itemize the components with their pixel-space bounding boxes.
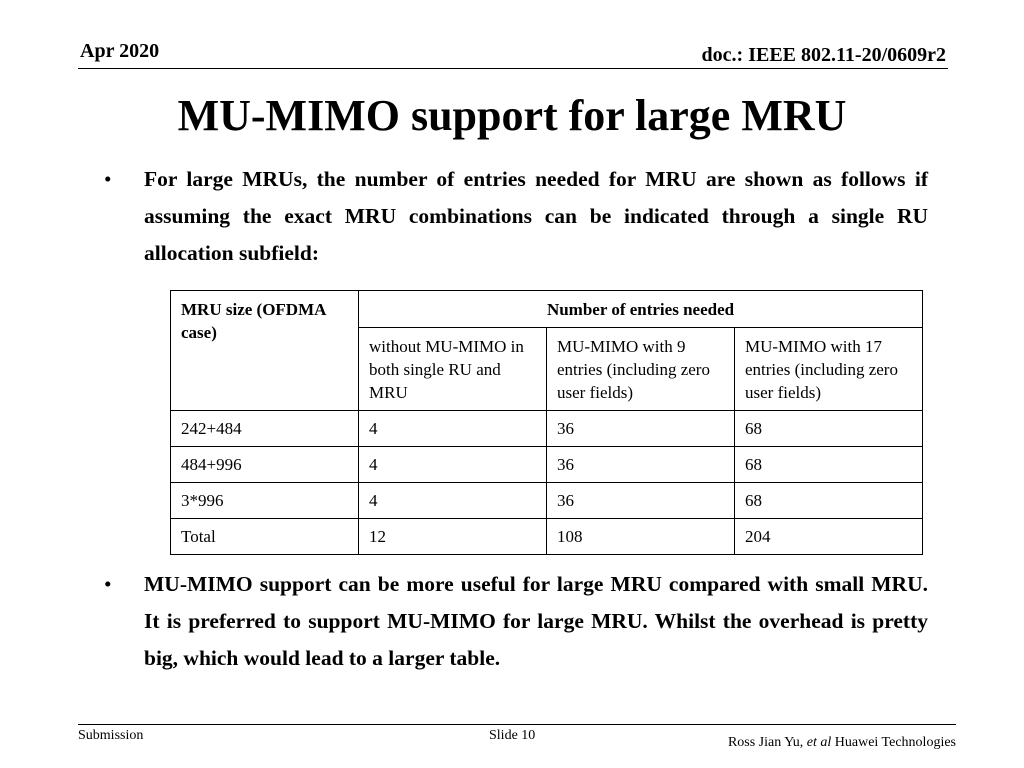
bullet-1 <box>104 161 928 272</box>
table-cell: 36 <box>547 483 735 519</box>
bullet-dot: • <box>104 572 112 596</box>
entries-group-header: Number of entries needed <box>359 291 923 328</box>
header-doc-id: doc.: IEEE 802.11-20/0609r2 <box>701 44 946 66</box>
header-date: Apr 2020 <box>80 40 160 62</box>
column-header: MU-MIMO with 9 entries (including zero user fields) <box>547 328 735 411</box>
author-etal: et al <box>806 735 832 750</box>
author-org: Huawei Technologies <box>834 735 956 750</box>
row-label: 242+484 <box>171 411 359 447</box>
bullet-1-text: For large MRUs, the number of entries needed for MRU are shown as follows if assuming the exact MRU combinations can be indicated through a single RU allocation subfield: <box>144 167 928 265</box>
bullet-dot: • <box>104 167 112 191</box>
table-header-row <box>171 291 923 328</box>
row-label: Total <box>171 519 359 555</box>
table-cell: 36 <box>547 411 735 447</box>
table-cell: 68 <box>735 411 923 447</box>
table-row <box>171 447 923 483</box>
table-cell: 4 <box>359 447 547 483</box>
column-header: MU-MIMO with 17 entries (including zero user fields) <box>735 328 923 411</box>
row-label: 3*996 <box>171 483 359 519</box>
slide-number: Slide 10 <box>489 728 536 743</box>
entries-table <box>170 290 923 555</box>
footer-submission: Submission <box>78 728 144 743</box>
author-name: Ross Jian Yu, <box>727 735 804 750</box>
bullet-2 <box>104 566 928 677</box>
table-row <box>171 483 923 519</box>
table-cell: 68 <box>735 447 923 483</box>
table-cell: 4 <box>359 411 547 447</box>
table-cell: 4 <box>359 483 547 519</box>
table-cell: 108 <box>547 519 735 555</box>
table-row <box>171 411 923 447</box>
bullet-2-text: MU-MIMO support can be more useful for large MRU compared with small MRU. It is preferred to support MU-MIMO for large MRU. Whilst the overhead is pretty big, which would lead to a larger table. <box>144 572 928 670</box>
table-row-total <box>171 519 923 555</box>
table-cell: 36 <box>547 447 735 483</box>
mru-size-header: MRU size (OFDMA case) <box>171 291 359 411</box>
footer-author <box>728 735 956 751</box>
table-cell: 12 <box>359 519 547 555</box>
table-cell: 204 <box>735 519 923 555</box>
table-cell: 68 <box>735 483 923 519</box>
row-label: 484+996 <box>171 447 359 483</box>
slide-title: MU-MIMO support for large MRU <box>177 91 847 140</box>
column-header: without MU-MIMO in both single RU and MRU <box>359 328 547 411</box>
footer-divider <box>78 724 956 725</box>
header-divider <box>78 68 948 69</box>
